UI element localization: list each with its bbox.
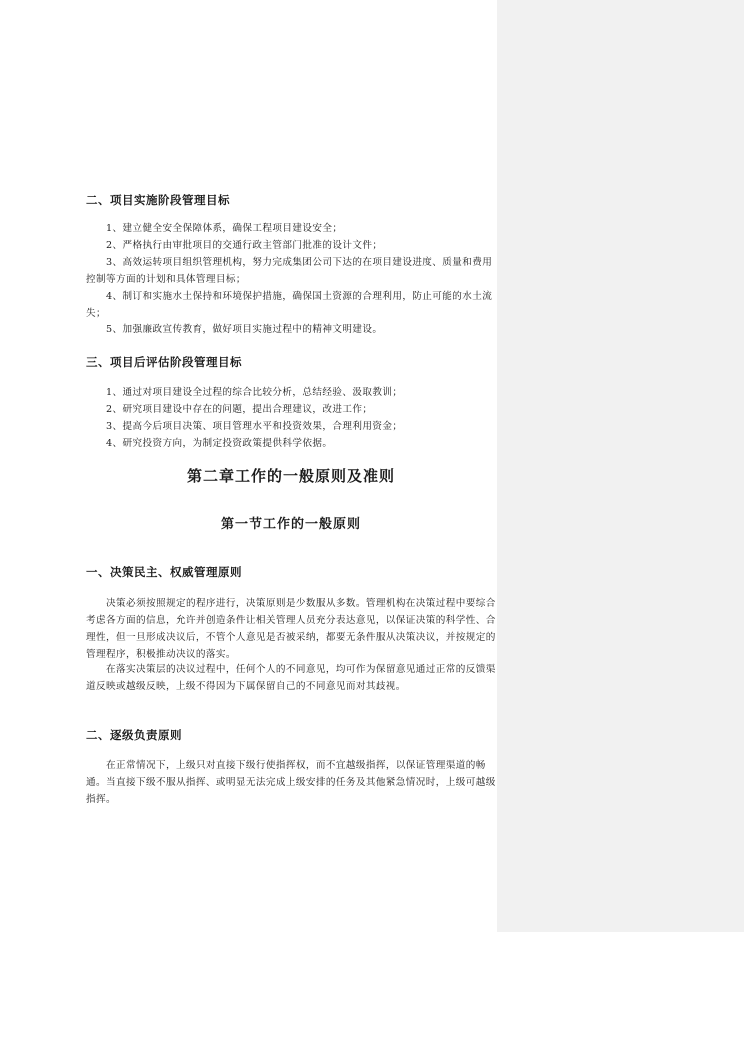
section-heading-post-evaluation: 三、项目后评估阶段管理目标 [86, 355, 242, 369]
list-item: 1、建立健全安全保障体系，确保工程项目建设安全； [106, 223, 343, 234]
document-page [86, 0, 496, 1052]
paragraph: 在正常情况下，上级只对直接下级行使指挥权，而不宜越级指挥，以保证管理渠道的畅通。当直接下级不服从指挥、或明显无法完成上级安排的任务及其他紧急情况时，上级可越级指挥。 [86, 760, 496, 805]
list-item: 3、提高今后项目决策、项目管理水平和投资效果，合理利用资金； [106, 421, 403, 432]
list-item: 1、通过对项目建设全过程的综合比较分析，总结经验、汲取教训； [106, 387, 403, 398]
section-title: 第一节工作的一般原则 [220, 517, 361, 532]
list-item: 4、制订和实施水土保持和环境保护措施，确保国土资源的合理利用，防止可能的水土流失； [86, 291, 493, 319]
list-item: 3、高效运转项目组织管理机构，努力完成集团公司下达的在项目建设进度、质量和费用控制等方面的计划和具体管理目标； [86, 257, 493, 285]
principle-heading-level-responsibility: 二、逐级负责原则 [86, 728, 182, 742]
paragraph: 在落实决策层的决议过程中，任何个人的不同意见，均可作为保留意见通过正常的反馈渠道反映或越级反映，上级不得因为下属保留自己的不同意见而对其歧视。 [86, 664, 496, 692]
section-heading-implementation: 二、项目实施阶段管理目标 [86, 193, 230, 207]
principle-heading-democratic-decision: 一、决策民主、权威管理原则 [86, 565, 242, 579]
list-item: 5、加强廉政宣传教育，做好项目实施过程中的精神文明建设。 [106, 324, 383, 335]
comment-pane [497, 0, 744, 932]
list-item: 2、严格执行由审批项目的交通行政主管部门批准的设计文件； [106, 240, 383, 251]
list-item: 4、研究投资方向，为制定投资政策提供科学依据。 [106, 438, 333, 449]
paragraph: 决策必须按照规定的程序进行，决策原则是少数服从多数。管理机构在决策过程中要综合考虑各方面的信息，允许并创造条件让相关管理人员充分表达意见，以保证决策的科学性、合理性，但一旦形成决议后，不管个人意见是否被采纳，都要无条件服从决策决议，并按规定的管理程序，积极推动决议的落实。 [86, 598, 496, 660]
chapter-title: 第二章工作的一般原则及准则 [186, 467, 395, 485]
list-item: 2、研究项目建设中存在的问题，提出合理建议，改进工作； [106, 404, 373, 415]
